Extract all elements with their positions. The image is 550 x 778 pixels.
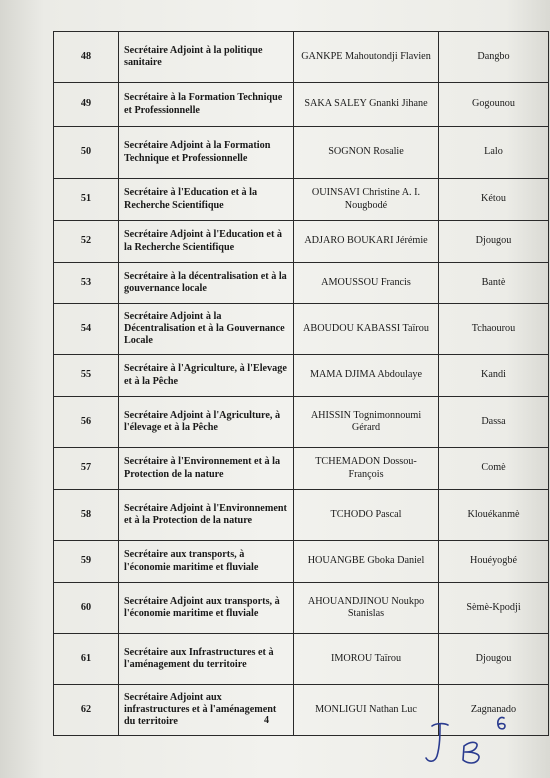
- row-place: Kandi: [439, 355, 549, 397]
- row-role: Secrétaire Adjoint à l'Agriculture, à l'élevage et à la Pêche: [119, 397, 294, 448]
- row-number: 52: [54, 221, 119, 263]
- row-number: 58: [54, 490, 119, 541]
- row-place: Bantè: [439, 263, 549, 304]
- row-name: OUINSAVI Christine A. I. Nougbodé: [294, 179, 439, 221]
- table-row: [54, 127, 549, 179]
- handwritten-signature: [418, 712, 518, 772]
- row-place: Comè: [439, 448, 549, 490]
- table-row: [54, 490, 549, 541]
- row-place: Sèmè-Kpodji: [439, 583, 549, 634]
- row-name: HOUANGBE Gboka Daniel: [294, 541, 439, 583]
- table-row: [54, 304, 549, 355]
- page-number: 4: [264, 715, 269, 726]
- row-number: 60: [54, 583, 119, 634]
- row-number: 55: [54, 355, 119, 397]
- table-row: [54, 263, 549, 304]
- row-name: AMOUSSOU Francis: [294, 263, 439, 304]
- row-role: Secrétaire à l'Education et à la Recherche Scientifique: [119, 179, 294, 221]
- row-name: AHISSIN Tognimonnoumi Gérard: [294, 397, 439, 448]
- table-row: [54, 397, 549, 448]
- row-place: Zagnanado: [439, 685, 549, 736]
- row-role: Secrétaire Adjoint à la politique sanitaire: [119, 32, 294, 83]
- row-place: Djougou: [439, 634, 549, 685]
- table-row: [54, 32, 549, 83]
- row-role: Secrétaire à la décentralisation et à la gouvernance locale: [119, 263, 294, 304]
- row-role: Secrétaire Adjoint à la Décentralisation et à la Gouvernance Locale: [119, 304, 294, 355]
- table-row: [54, 583, 549, 634]
- row-number: 50: [54, 127, 119, 179]
- row-number: 62: [54, 685, 119, 736]
- row-name: IMOROU Taïrou: [294, 634, 439, 685]
- row-role: Secrétaire aux transports, à l'économie maritime et fluviale: [119, 541, 294, 583]
- row-number: 48: [54, 32, 119, 83]
- row-place: Djougou: [439, 221, 549, 263]
- table-row: [54, 221, 549, 263]
- row-name: TCHODO Pascal: [294, 490, 439, 541]
- row-place: Houéyogbé: [439, 541, 549, 583]
- row-place: Lalo: [439, 127, 549, 179]
- row-number: 57: [54, 448, 119, 490]
- row-role: Secrétaire aux Infrastructures et à l'aménagement du territoire: [119, 634, 294, 685]
- row-number: 53: [54, 263, 119, 304]
- row-place: Gogounou: [439, 83, 549, 127]
- table-row: [54, 634, 549, 685]
- row-role: Secrétaire à l'Agriculture, à l'Elevage et à la Pêche: [119, 355, 294, 397]
- row-number: 61: [54, 634, 119, 685]
- row-name: ADJARO BOUKARI Jérémie: [294, 221, 439, 263]
- row-name: MAMA DJIMA Abdoulaye: [294, 355, 439, 397]
- officers-table: [53, 31, 549, 736]
- row-number: 56: [54, 397, 119, 448]
- row-name: ABOUDOU KABASSI Taïrou: [294, 304, 439, 355]
- row-number: 59: [54, 541, 119, 583]
- row-name: SAKA SALEY Gnanki Jihane: [294, 83, 439, 127]
- row-name: SOGNON Rosalie: [294, 127, 439, 179]
- table-row: [54, 179, 549, 221]
- table-row: [54, 541, 549, 583]
- row-name: TCHEMADON Dossou-François: [294, 448, 439, 490]
- row-role: Secrétaire Adjoint aux transports, à l'économie maritime et fluviale: [119, 583, 294, 634]
- row-number: 49: [54, 83, 119, 127]
- row-name: GANKPE Mahoutondji Flavien: [294, 32, 439, 83]
- row-role: Secrétaire Adjoint à la Formation Technique et Professionnelle: [119, 127, 294, 179]
- row-place: Kétou: [439, 179, 549, 221]
- table-row: [54, 355, 549, 397]
- row-place: Tchaourou: [439, 304, 549, 355]
- row-number: 51: [54, 179, 119, 221]
- row-place: Klouékanmè: [439, 490, 549, 541]
- officers-table-body: [54, 32, 549, 736]
- row-role: Secrétaire Adjoint à l'Education et à la Recherche Scientifique: [119, 221, 294, 263]
- row-role: Secrétaire à la Formation Technique et Professionnelle: [119, 83, 294, 127]
- row-name: AHOUANDJINOU Noukpo Stanislas: [294, 583, 439, 634]
- row-place: Dangbo: [439, 32, 549, 83]
- row-role: Secrétaire à l'Environnement et à la Protection de la nature: [119, 448, 294, 490]
- row-role: Secrétaire Adjoint à l'Environnement et à la Protection de la nature: [119, 490, 294, 541]
- table-row: [54, 448, 549, 490]
- row-number: 54: [54, 304, 119, 355]
- row-name: MONLIGUI Nathan Luc: [294, 685, 439, 736]
- table-row: [54, 83, 549, 127]
- row-role: Secrétaire Adjoint aux infrastructures et à l'aménagement du territoire: [119, 685, 294, 736]
- row-place: Dassa: [439, 397, 549, 448]
